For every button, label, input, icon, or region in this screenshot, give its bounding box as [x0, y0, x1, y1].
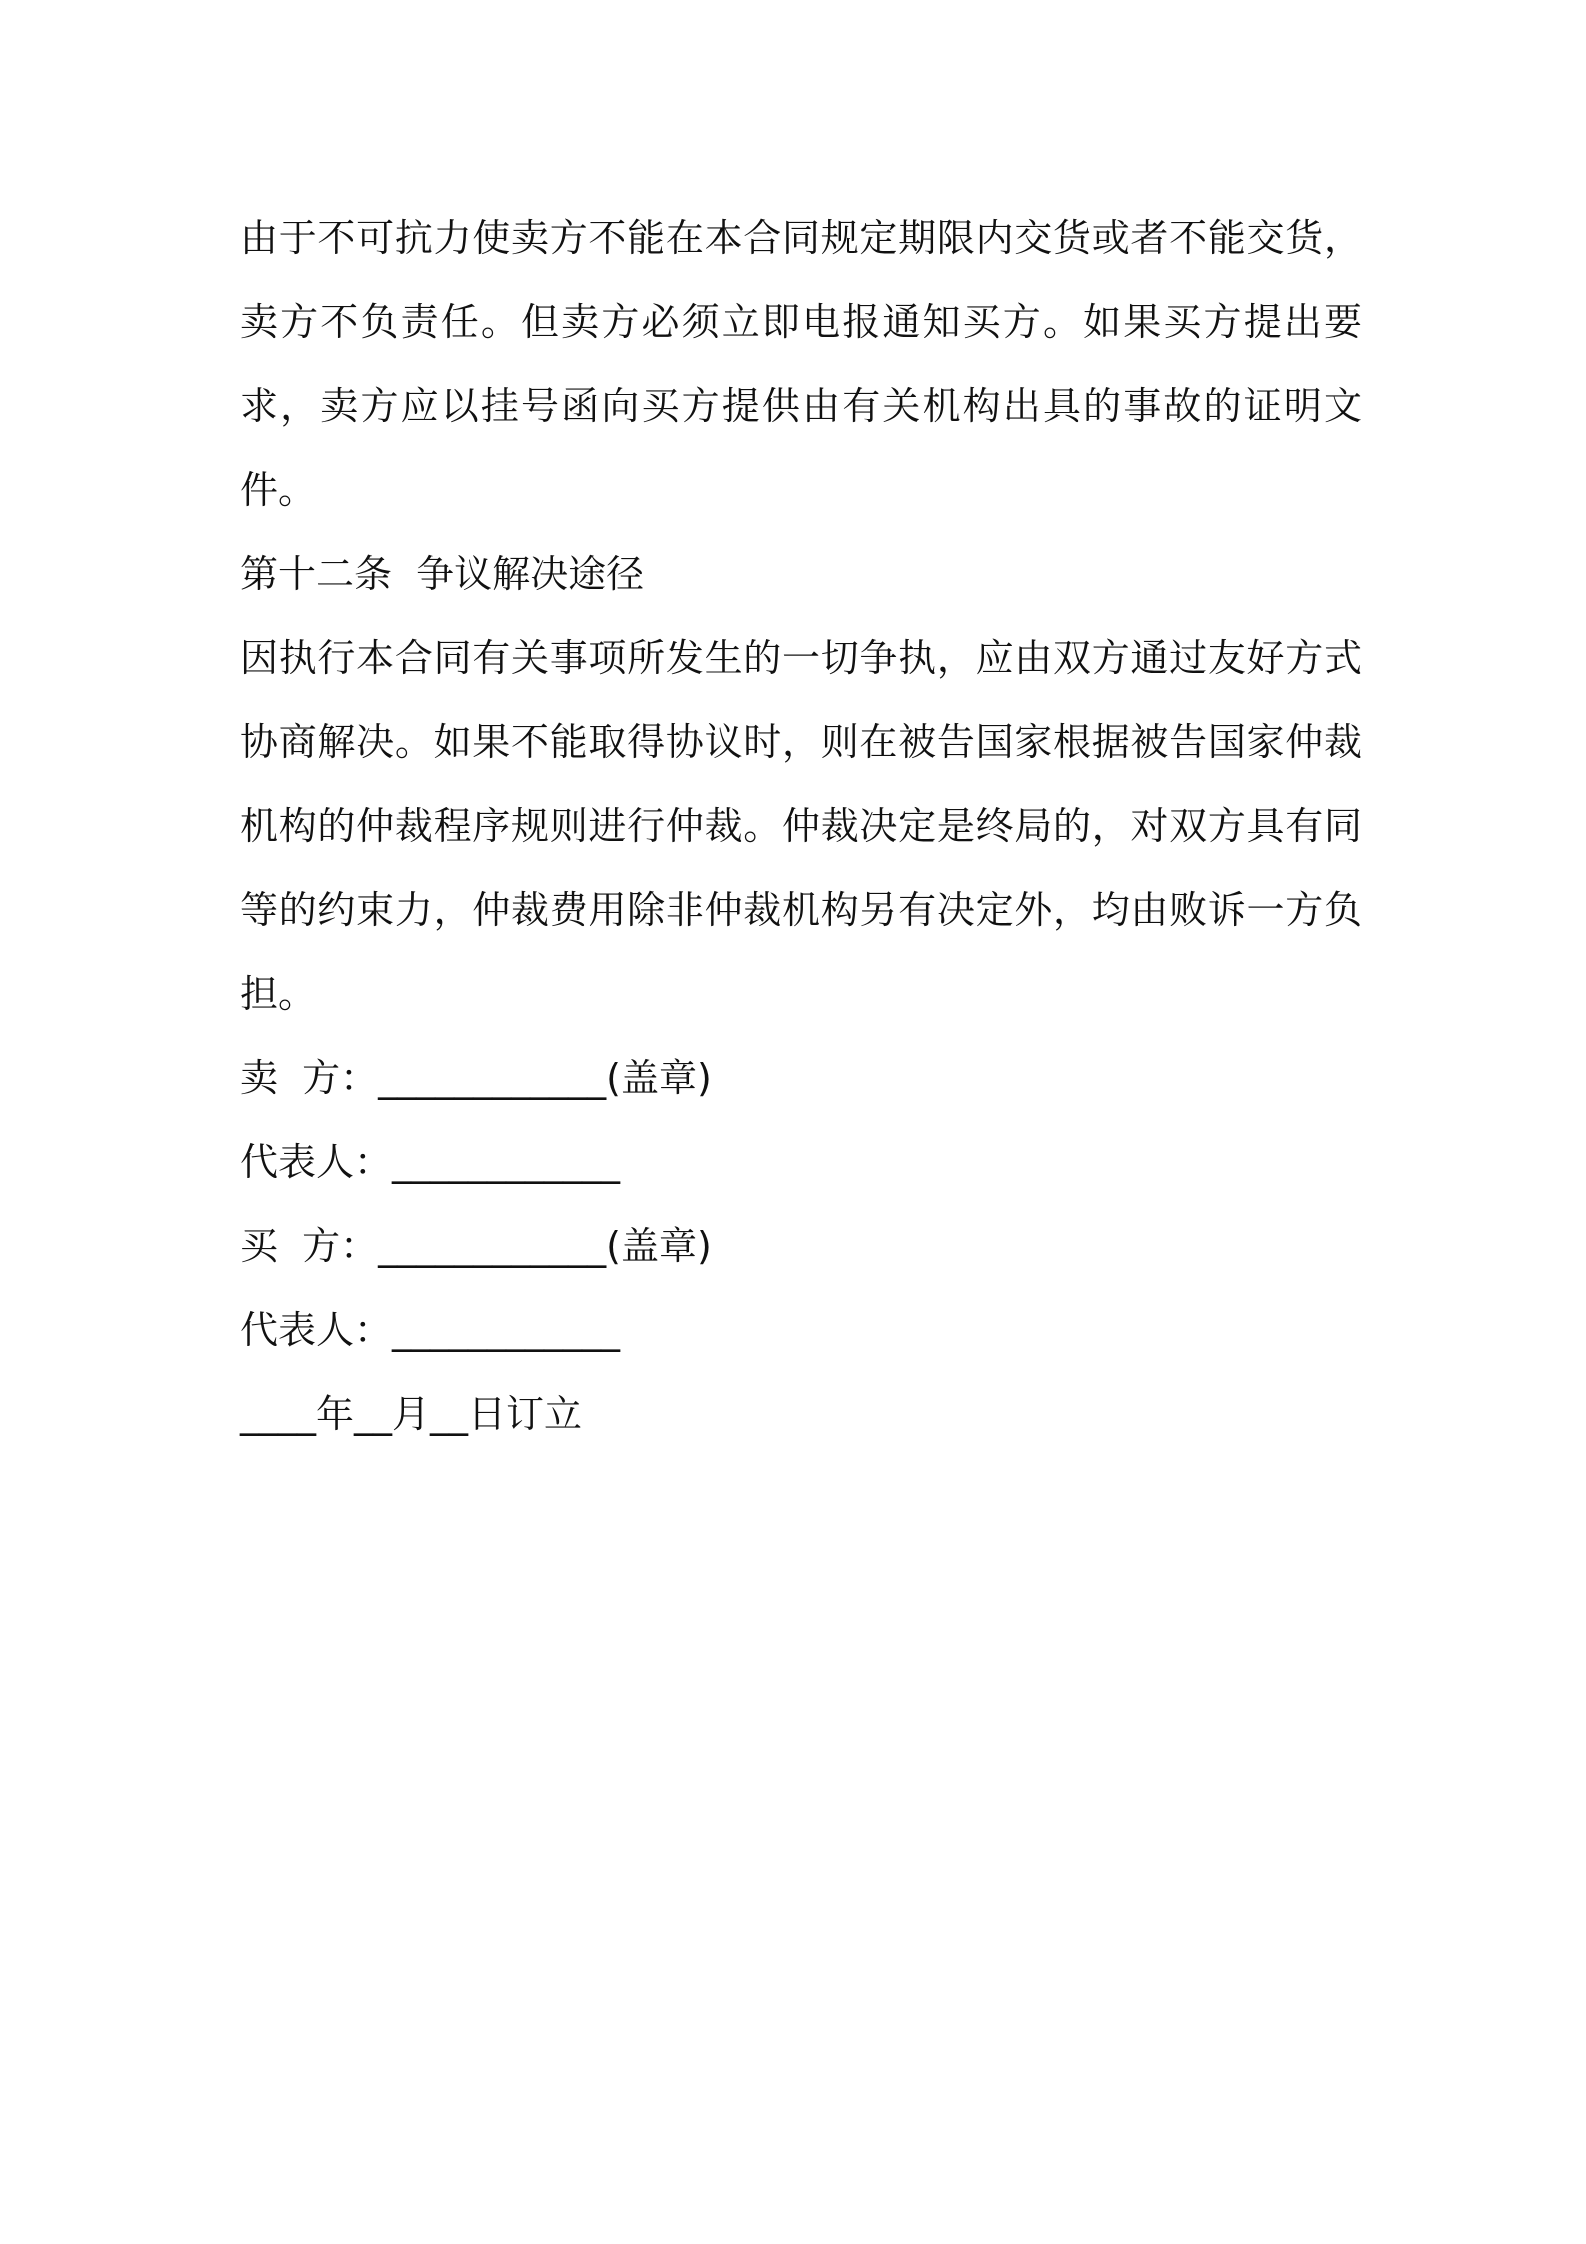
- dispute-resolution-paragraph: 因执行本合同有关事项所发生的一切争执，应由双方通过友好方式协商解决。如果不能取得协议时，则在被告国家根据被告国家仲裁机构的仲裁程序规则进行仲裁。仲裁决定是终局的，对双方具有同等的约束力，仲裁费用除非仲裁机构另有决定外，均由败诉一方负担。: [240, 636, 1362, 1016]
- buyer-representative-line: 代表人：____________: [240, 1308, 621, 1352]
- seller-representative-line: 代表人：____________: [240, 1140, 621, 1184]
- buyer-signature-line: 买 方：____________(盖章): [240, 1224, 712, 1268]
- signing-date-line: ____年__月__日订立: [240, 1392, 583, 1436]
- seller-signature-line: 卖 方：____________(盖章): [240, 1056, 712, 1100]
- article-12-heading: 第十二条 争议解决途径: [240, 552, 645, 596]
- document-body: [240, 196, 1362, 1456]
- force-majeure-paragraph: 由于不可抗力使卖方不能在本合同规定期限内交货或者不能交货，卖方不负责任。但卖方必须立即电报通知买方。如果买方提出要求，卖方应以挂号函向买方提供由有关机构出具的事故的证明文件。: [240, 216, 1362, 512]
